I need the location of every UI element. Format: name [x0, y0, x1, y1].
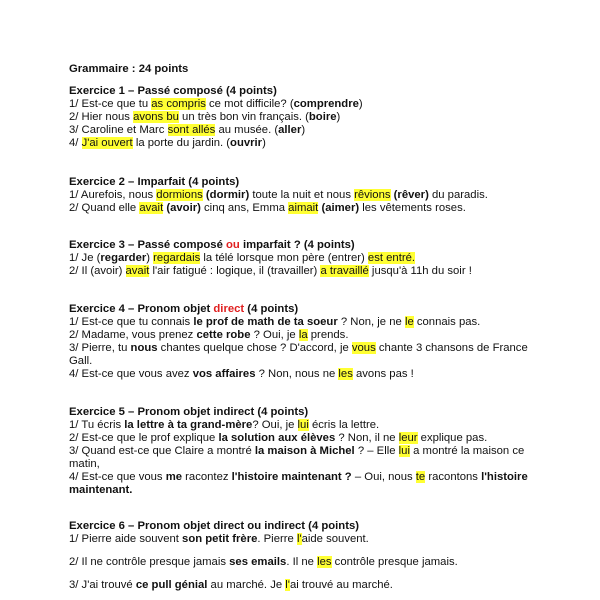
sentence-text: un très bon vin français. (	[178, 111, 309, 123]
sentence-text: 1/ Est-ce que tu connais	[69, 316, 194, 328]
exercise-sentence	[69, 98, 539, 111]
bold-term: la lettre à ta grand-mère	[124, 419, 253, 431]
sentence-text: )	[336, 111, 341, 123]
sentence-text: explique pas.	[417, 432, 488, 444]
answer-highlight: avait	[139, 202, 164, 214]
answer-highlight: dormions	[156, 189, 203, 201]
sentence-text: la porte du jardin. (	[132, 137, 231, 149]
bold-term: la solution aux élèves	[218, 432, 336, 444]
sentence-text: )	[358, 98, 363, 110]
sentence-text: avons pas !	[352, 368, 414, 380]
sentence-text: les vêtements roses.	[359, 202, 466, 214]
answer-highlight: les	[317, 556, 332, 568]
answer-highlight: lui	[398, 445, 410, 457]
exercise-sentence	[69, 252, 539, 265]
sentence-text: toute la nuit et nous	[249, 189, 355, 201]
answer-highlight: vous	[351, 342, 376, 354]
answer-highlight: te	[415, 471, 426, 483]
answer-highlight: as compris	[151, 98, 206, 110]
exercise-sentence	[69, 533, 539, 546]
exercise-heading	[69, 303, 599, 316]
sentence-text: 3/ J'ai trouvé	[69, 579, 136, 591]
bold-term: nous	[130, 342, 158, 354]
exercise-heading: Exercice 2 – Imparfait (4 points)	[69, 176, 240, 188]
heading-text: Exercice 3 – Passé composé	[69, 239, 227, 251]
bold-term: (aimer)	[321, 202, 360, 214]
sentence-text: jusqu'à 11h du soir !	[368, 265, 472, 277]
exercise-heading: Exercice 6 – Pronom objet direct ou indirect (4 points)	[69, 520, 360, 532]
sentence-text: 2/ Hier nous	[69, 111, 134, 123]
exercise-1	[69, 85, 599, 150]
bold-term: cette robe	[196, 329, 251, 341]
bold-term: son petit frère	[182, 533, 258, 545]
sentence-text: ? – Elle	[354, 445, 399, 457]
exercise-sentence	[69, 432, 539, 445]
sentence-text: 1/ Je (	[69, 252, 101, 264]
answer-highlight: est entré.	[367, 252, 416, 264]
sentence-text: 1/ Aurefois, nous	[69, 189, 157, 201]
exercise-heading: Exercice 5 – Pronom objet indirect (4 points)	[69, 406, 309, 418]
sentence-text: )	[301, 124, 306, 136]
exercise-6	[69, 520, 599, 592]
bold-term: regarder	[100, 252, 147, 264]
sentence-text: ? Non, nous ne	[255, 368, 339, 380]
bold-term: l'histoire maintenant ?	[231, 471, 352, 483]
sentence-text: 1/ Pierre aide souvent	[69, 533, 183, 545]
sentence-text: au marché. Je	[207, 579, 286, 591]
sentence-text: )	[146, 252, 154, 264]
bold-term: (dormir)	[205, 189, 250, 201]
exercise-sentence	[69, 445, 539, 471]
sentence-text: écris la lettre.	[308, 419, 380, 431]
bold-term: ouvrir	[230, 137, 263, 149]
answer-highlight: la	[298, 329, 308, 341]
answer-highlight: le	[404, 316, 414, 328]
heading-text: Exercice 4 – Pronom objet	[69, 303, 214, 315]
answer-highlight: rêvions	[354, 189, 391, 201]
sentence-text: racontons	[425, 471, 482, 483]
heading-emphasis: ou	[226, 239, 240, 251]
exercise-heading: Exercice 1 – Passé composé (4 points)	[69, 85, 277, 97]
bold-term: boire	[308, 111, 337, 123]
sentence-text: . Pierre	[257, 533, 297, 545]
exercise-sentence	[69, 471, 539, 497]
heading-text: imparfait ? (4 points)	[239, 239, 355, 251]
bold-term: me	[165, 471, 183, 483]
answer-highlight: l'	[285, 579, 290, 591]
sentence-text: aide souvent.	[301, 533, 369, 545]
exercise-sentence	[69, 111, 539, 124]
sentence-text: ? Non, je ne	[337, 316, 405, 328]
bold-term: ce pull génial	[135, 579, 208, 591]
exercise-sentence	[69, 202, 539, 215]
sentence-text: 3/ Pierre, tu	[69, 342, 131, 354]
worksheet-title: Grammaire : 24 points	[69, 63, 189, 75]
bold-term: la maison à Michel	[254, 445, 355, 457]
sentence-text: 3/ Caroline et Marc	[69, 124, 168, 136]
sentence-text: racontez	[182, 471, 232, 483]
answer-highlight: les	[338, 368, 353, 380]
bold-term: ses emails	[229, 556, 287, 568]
sentence-text: contrôle presque jamais.	[331, 556, 458, 568]
sentence-text: du paradis.	[428, 189, 488, 201]
answer-highlight: J'ai ouvert	[81, 137, 133, 149]
exercise-sentence	[69, 419, 539, 432]
sentence-text: 1/ Tu écris	[69, 419, 125, 431]
bold-term: (rêver)	[393, 189, 429, 201]
sentence-text: connais pas.	[413, 316, 481, 328]
sentence-text: 4/	[69, 137, 82, 149]
sentence-text: 2/ Il ne contrôle presque jamais	[69, 556, 230, 568]
bold-term: le prof de math de ta soeur	[193, 316, 338, 328]
sentence-text: 2/ Madame, vous prenez	[69, 329, 197, 341]
sentence-text: 2/ Il (avoir)	[69, 265, 126, 277]
exercise-sentence	[69, 124, 539, 137]
answer-highlight: sont allés	[167, 124, 216, 136]
exercise-4	[69, 303, 599, 381]
exercise-3	[69, 239, 599, 278]
exercise-sentence	[69, 342, 539, 368]
sentence-text: ? Oui, je	[250, 329, 299, 341]
bold-term: comprendre	[293, 98, 359, 110]
answer-highlight: leur	[398, 432, 418, 444]
exercise-sentence	[69, 137, 539, 150]
sentence-text: prends.	[307, 329, 349, 341]
exercise-5	[69, 406, 599, 497]
exercise-sentence	[69, 368, 539, 381]
bold-term: (avoir)	[166, 202, 201, 214]
exercise-sentence	[69, 265, 539, 278]
sentence-text: ai trouvé au marché.	[289, 579, 393, 591]
bold-term: aller	[278, 124, 302, 136]
exercise-2	[69, 176, 599, 215]
sentence-text: – Oui, nous	[351, 471, 416, 483]
answer-highlight: avons bu	[133, 111, 179, 123]
sentence-text: chante 3 chansons de France Gall.	[69, 342, 528, 367]
sentence-text: 2/ Quand elle	[69, 202, 140, 214]
exercise-sentence	[69, 579, 539, 592]
sentence-text: la télé lorsque mon père (entrer)	[200, 252, 368, 264]
exercise-heading	[69, 239, 599, 252]
sentence-text: ce mot difficile? (	[205, 98, 294, 110]
bold-term: l'histoire maintenant.	[69, 471, 528, 496]
sentence-text: 4/ Est-ce que vous avez	[69, 368, 193, 380]
heading-text: (4 points)	[244, 303, 299, 315]
exercise-sentence	[69, 316, 539, 329]
exercise-sentence	[69, 329, 539, 342]
worksheet	[69, 63, 599, 592]
answer-highlight: aimait	[288, 202, 319, 214]
exercise-sentence	[69, 556, 539, 569]
sentence-text: 2/ Est-ce que le prof explique	[69, 432, 219, 444]
answer-highlight: lui	[297, 419, 309, 431]
answer-highlight: a travaillé	[320, 265, 369, 277]
sentence-text: au musée. (	[215, 124, 279, 136]
sentence-text: 1/ Est-ce que tu	[69, 98, 152, 110]
sentence-text: )	[262, 137, 266, 149]
exercise-sentence	[69, 189, 539, 202]
answer-highlight: l'	[296, 533, 302, 545]
sentence-text: a montré la maison ce matin,	[69, 445, 525, 470]
sentence-text: . Il ne	[286, 556, 318, 568]
sentence-text: l'air fatigué : logique, il (travailler)	[149, 265, 321, 277]
sentence-text: 4/ Est-ce que vous	[69, 471, 166, 483]
sentence-text: chantes quelque chose ? D'accord, je	[157, 342, 352, 354]
sentence-text: 3/ Quand est-ce que Claire a montré	[69, 445, 255, 457]
answer-highlight: avait	[125, 265, 150, 277]
answer-highlight: regardais	[153, 252, 201, 264]
bold-term: vos affaires	[192, 368, 256, 380]
sentence-text: ? Non, il ne	[335, 432, 399, 444]
sentence-text: cinq ans, Emma	[200, 202, 289, 214]
sentence-text: ? Oui, je	[252, 419, 298, 431]
heading-emphasis: direct	[213, 303, 245, 315]
